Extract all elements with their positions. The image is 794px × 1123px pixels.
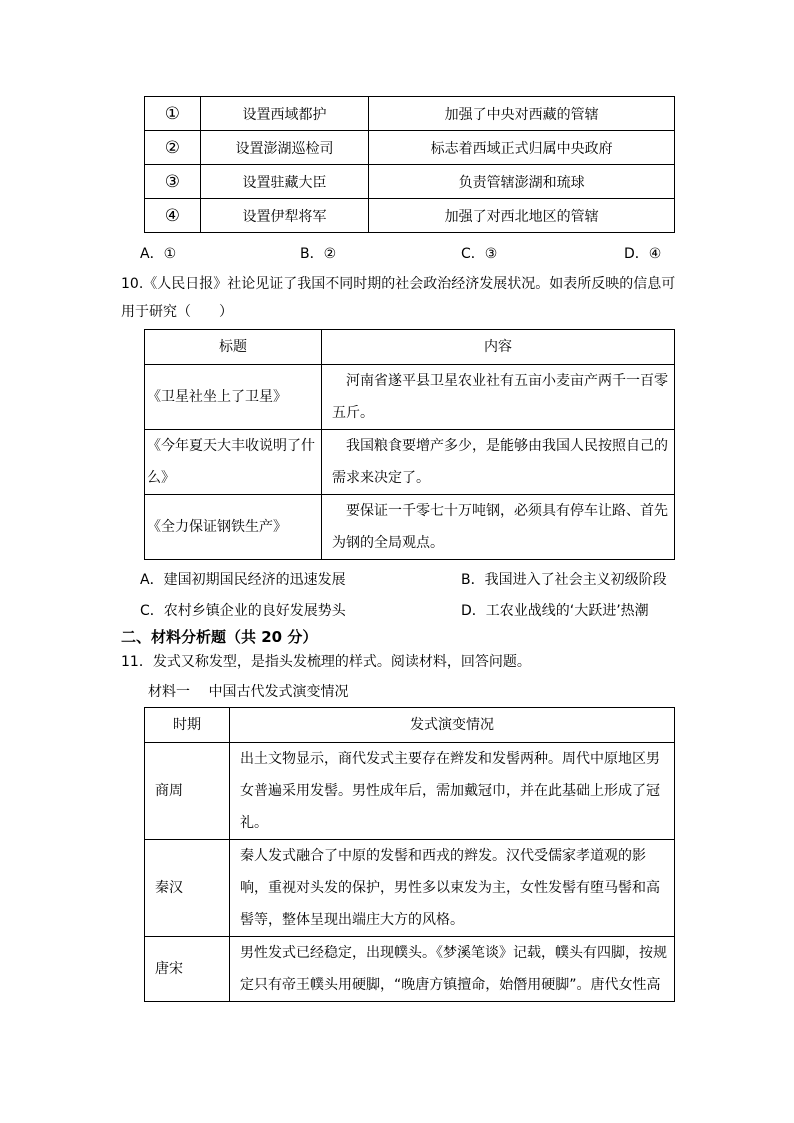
- table-header-row: [145, 330, 675, 365]
- material-label: 材料一 中国古代发式演变情况: [148, 684, 349, 700]
- table-row: [145, 743, 675, 840]
- table-row: [145, 430, 675, 495]
- effect-cell: 加强了中央对西藏的管辖: [369, 97, 675, 131]
- hairstyle-table: [144, 707, 675, 1002]
- column-header-title: 标题: [145, 330, 322, 365]
- table-row: [145, 365, 675, 430]
- content-cell: 出土文物显示，商代发式主要存在辫发和发髻两种。周代中原地区男女普遍采用发髻。男性成年后，需加戴冠巾，并在此基础上形成了冠礼。: [230, 743, 675, 840]
- section-heading: 二、材料分析题（共 20 分）: [121, 628, 318, 646]
- period-cell: 秦汉: [145, 840, 230, 937]
- option-d: D．④: [624, 246, 662, 262]
- question-11-stem: 11．发式又称发型，是指头发梳理的样式。阅读材料，回答问题。: [121, 654, 531, 670]
- table-row: [145, 131, 675, 165]
- table-row: [145, 165, 675, 199]
- editorial-content: 河南省遂平县卫星农业社有五亩小麦亩产两千一百零五斤。: [322, 365, 675, 430]
- option-c: C．农村乡镇企业的良好发展势头: [140, 603, 346, 619]
- editorial-content: 我国粮食要增产多少，是能够由我国人民按照自己的需求来决定了。: [322, 430, 675, 495]
- period-cell: 商周: [145, 743, 230, 840]
- row-number: ②: [145, 131, 201, 165]
- row-number: ④: [145, 199, 201, 233]
- editorial-title: 《卫星社坐上了卫星》: [145, 365, 322, 430]
- option-a: A．建国初期国民经济的迅速发展: [140, 572, 346, 588]
- column-header-content: 内容: [322, 330, 675, 365]
- table-row: [145, 199, 675, 233]
- table-row: [145, 97, 675, 131]
- row-number: ③: [145, 165, 201, 199]
- content-cell: 男性发式已经稳定，出现幞头。《梦溪笔谈》记载，幞头有四脚，按规定只有帝王幞头用硬脚，“晚唐方镇擅命，始僭用硬脚”。唐代女性高: [230, 937, 675, 1002]
- effect-cell: 加强了对西北地区的管辖: [369, 199, 675, 233]
- history-measures-table: [144, 96, 675, 233]
- option-b: B．②: [300, 246, 337, 262]
- option-a: A．①: [140, 246, 177, 262]
- effect-cell: 标志着西域正式归属中央政府: [369, 131, 675, 165]
- measure-cell: 设置澎湖巡检司: [200, 131, 368, 165]
- editorials-table: [144, 329, 675, 560]
- table-row: [145, 840, 675, 937]
- editorial-title: 《今年夏天大丰收说明了什么》: [145, 430, 322, 495]
- measure-cell: 设置驻藏大臣: [200, 165, 368, 199]
- measure-cell: 设置西域都护: [200, 97, 368, 131]
- effect-cell: 负责管辖澎湖和琉球: [369, 165, 675, 199]
- column-header-period: 时期: [145, 708, 230, 743]
- question-10-stem: 10.《人民日报》社论见证了我国不同时期的社会政治经济发展状况。如表所反映的信息可用于研究（ ）: [121, 276, 676, 320]
- option-b: B．我国进入了社会主义初级阶段: [461, 572, 667, 588]
- editorial-content: 要保证一千零七十万吨钢，必须具有停车让路、首先为钢的全局观点。: [322, 495, 675, 560]
- measure-cell: 设置伊犁将军: [200, 199, 368, 233]
- period-cell: 唐宋: [145, 937, 230, 1002]
- table-header-row: [145, 708, 675, 743]
- content-cell: 秦人发式融合了中原的发髻和西戎的辫发。汉代受儒家孝道观的影响，重视对头发的保护，男性多以束发为主，女性发髻有堕马髻和高髻等，整体呈现出端庄大方的风格。: [230, 840, 675, 937]
- editorial-title: 《全力保证钢铁生产》: [145, 495, 322, 560]
- option-c: C．③: [461, 246, 498, 262]
- row-number: ①: [145, 97, 201, 131]
- table-row: [145, 937, 675, 1002]
- table-row: [145, 495, 675, 560]
- column-header-content: 发式演变情况: [230, 708, 675, 743]
- option-d: D．工农业战线的‘大跃进’热潮: [461, 603, 649, 619]
